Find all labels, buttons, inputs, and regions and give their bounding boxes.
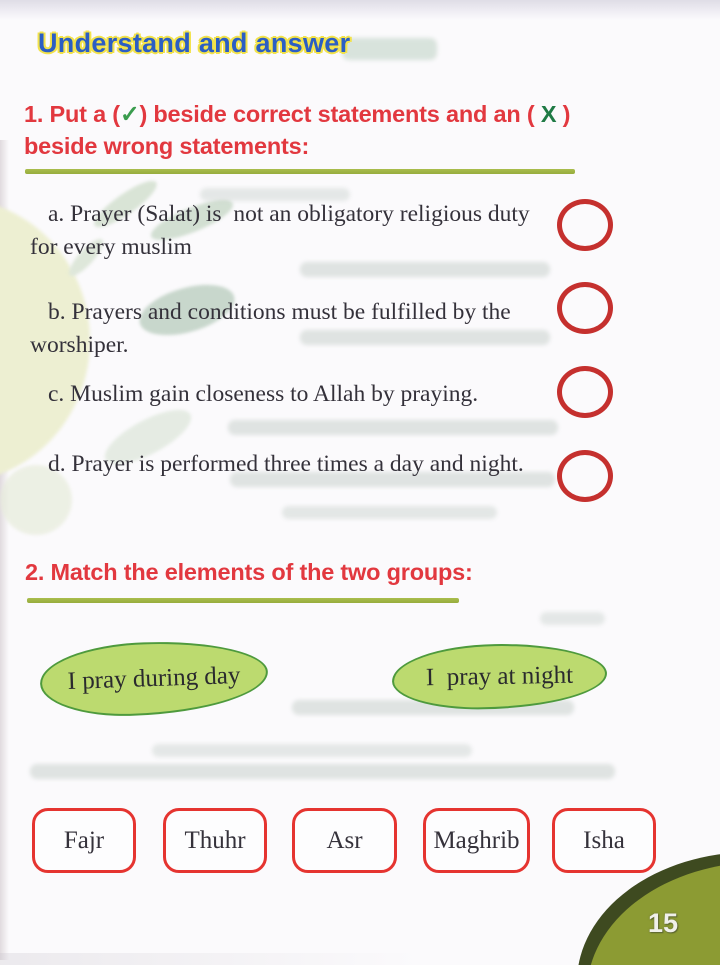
answer-circle-a[interactable] bbox=[557, 199, 613, 251]
statement-d: d. Prayer is performed three times a day and night. bbox=[48, 451, 524, 477]
prayer-card-label: Asr bbox=[326, 826, 363, 854]
statement-b: b. Prayers and conditions must be fulfilled by the worshiper. bbox=[30, 299, 517, 358]
section1-divider bbox=[25, 169, 575, 174]
prayer-card-label: Isha bbox=[583, 826, 625, 854]
bleed-through-line bbox=[342, 38, 437, 60]
prayer-card-asr[interactable] bbox=[292, 808, 397, 873]
prayer-card-label: Thuhr bbox=[184, 826, 246, 854]
question1-heading bbox=[24, 98, 664, 162]
prayer-card-fajr[interactable] bbox=[32, 808, 136, 873]
question1-heading-post: ) bbox=[556, 101, 571, 127]
page-number: 15 bbox=[648, 908, 679, 938]
group-day-label: I pray during day bbox=[67, 661, 241, 695]
question1-heading-pre: 1. Put a ( bbox=[24, 101, 120, 127]
answer-circle-c[interactable] bbox=[557, 366, 613, 418]
bleed-through-line bbox=[300, 262, 550, 277]
prayer-card-isha[interactable] bbox=[552, 808, 656, 873]
page-title: Understand and answer bbox=[38, 28, 351, 58]
cross-mark-icon: X bbox=[540, 101, 557, 127]
bleed-through-line bbox=[152, 744, 472, 757]
group-night-oval[interactable] bbox=[391, 642, 607, 711]
statement-c: c. Muslim gain closeness to Allah by praying. bbox=[48, 381, 479, 407]
group-day-oval[interactable] bbox=[39, 638, 269, 719]
answer-circle-d[interactable] bbox=[557, 450, 613, 502]
answer-circle-b[interactable] bbox=[557, 282, 613, 334]
bleed-through-line bbox=[540, 612, 605, 625]
statement-a: a. Prayer (Salat) is not an obligatory religious duty for every muslim bbox=[30, 201, 536, 260]
bleed-through-line bbox=[30, 764, 615, 779]
prayer-card-maghrib[interactable] bbox=[423, 808, 530, 873]
scan-edge-bottom-decoration bbox=[0, 953, 420, 965]
scan-edge-top-decoration bbox=[0, 0, 720, 20]
question1-heading-mid: ) beside correct statements and an ( bbox=[139, 101, 541, 127]
question1-heading-line2: beside wrong statements: bbox=[24, 133, 310, 159]
bleed-through-line bbox=[228, 420, 558, 435]
check-mark-icon: ✓ bbox=[119, 101, 140, 127]
prayer-card-thuhr[interactable] bbox=[163, 808, 267, 873]
prayer-card-label: Maghrib bbox=[433, 826, 520, 854]
group-night-label: I pray at night bbox=[425, 661, 574, 691]
bleed-through-line bbox=[282, 506, 497, 519]
question2-heading: 2. Match the elements of the two groups: bbox=[25, 559, 473, 585]
prayer-card-label: Fajr bbox=[63, 826, 105, 854]
section2-divider bbox=[27, 598, 459, 603]
